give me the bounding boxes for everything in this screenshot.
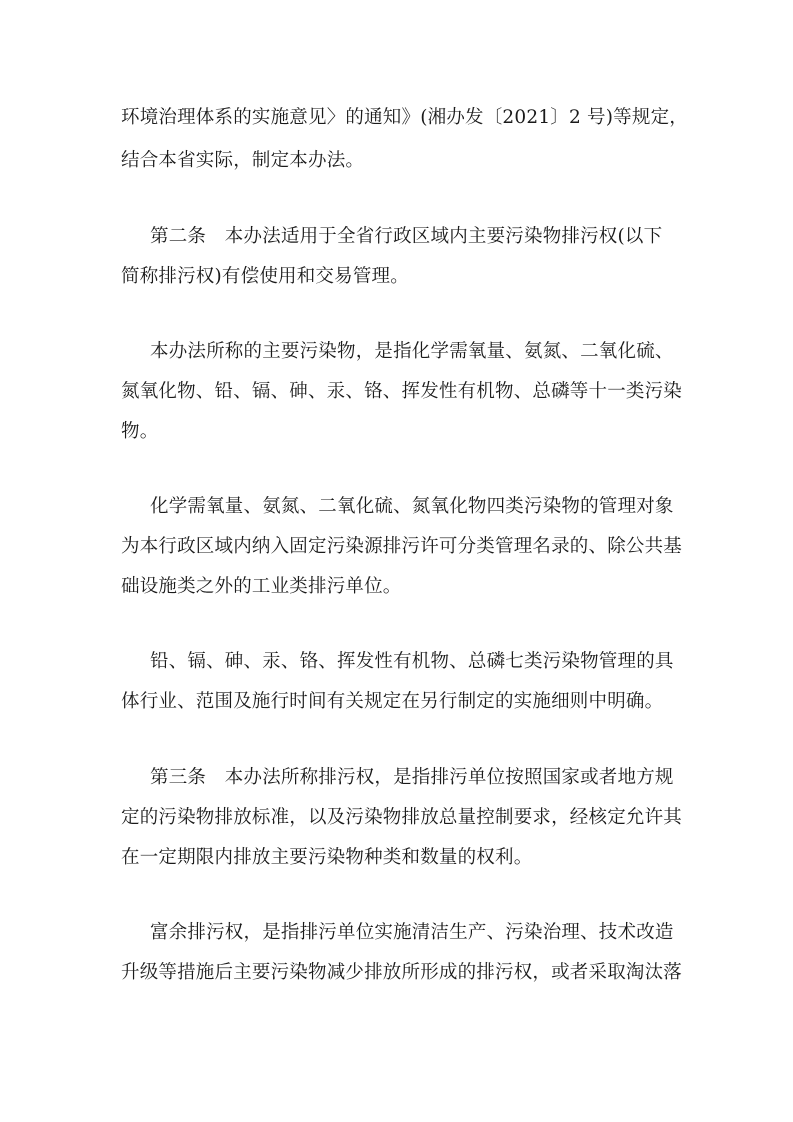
text-line: 氮氧化物、铅、镉、砷、汞、铬、挥发性有机物、总磷等十一类污染 <box>121 381 683 402</box>
article-heading-line: 第二条 本办法适用于全省行政区域内主要污染物排污权(以下 <box>150 226 663 247</box>
text-line: 环境治理体系的实施意见〉的通知》(湘办发〔2021〕2 号)等规定， <box>121 107 688 128</box>
text-line: 定的污染物排放标准，以及污染物排放总量控制要求，经核定允许其 <box>121 807 683 828</box>
text-line: 物。 <box>121 421 159 442</box>
text-line: 础设施类之外的工业类排污单位。 <box>121 576 402 597</box>
article-heading-line: 第三条 本办法所称排污权，是指排污单位按照国家或者地方规 <box>150 767 674 788</box>
text-line: 为本行政区域内纳入固定污染源排污许可分类管理名录的、除公共基 <box>121 536 683 557</box>
paragraph-start-line: 化学需氧量、氨氮、二氧化硫、氮氧化物四类污染物的管理对象 <box>150 496 674 517</box>
text-line: 体行业、范围及施行时间有关规定在另行制定的实施细则中明确。 <box>121 691 664 712</box>
text-line: 升级等措施后主要污染物减少排放所形成的排污权，或者采取淘汰落 <box>121 962 683 983</box>
text-line: 结合本省实际，制定本办法。 <box>121 150 365 171</box>
text-line: 简称排污权)有偿使用和交易管理。 <box>121 266 409 287</box>
paragraph-start-line: 本办法所称的主要污染物，是指化学需氧量、氨氮、二氧化硫、 <box>150 341 674 362</box>
paragraph-start-line: 富余排污权，是指排污单位实施清洁生产、污染治理、技术改造 <box>150 922 674 943</box>
text-line: 在一定期限内排放主要污染物种类和数量的权利。 <box>121 847 533 868</box>
paragraph-start-line: 铅、镉、砷、汞、铬、挥发性有机物、总磷七类污染物管理的具 <box>150 651 674 672</box>
